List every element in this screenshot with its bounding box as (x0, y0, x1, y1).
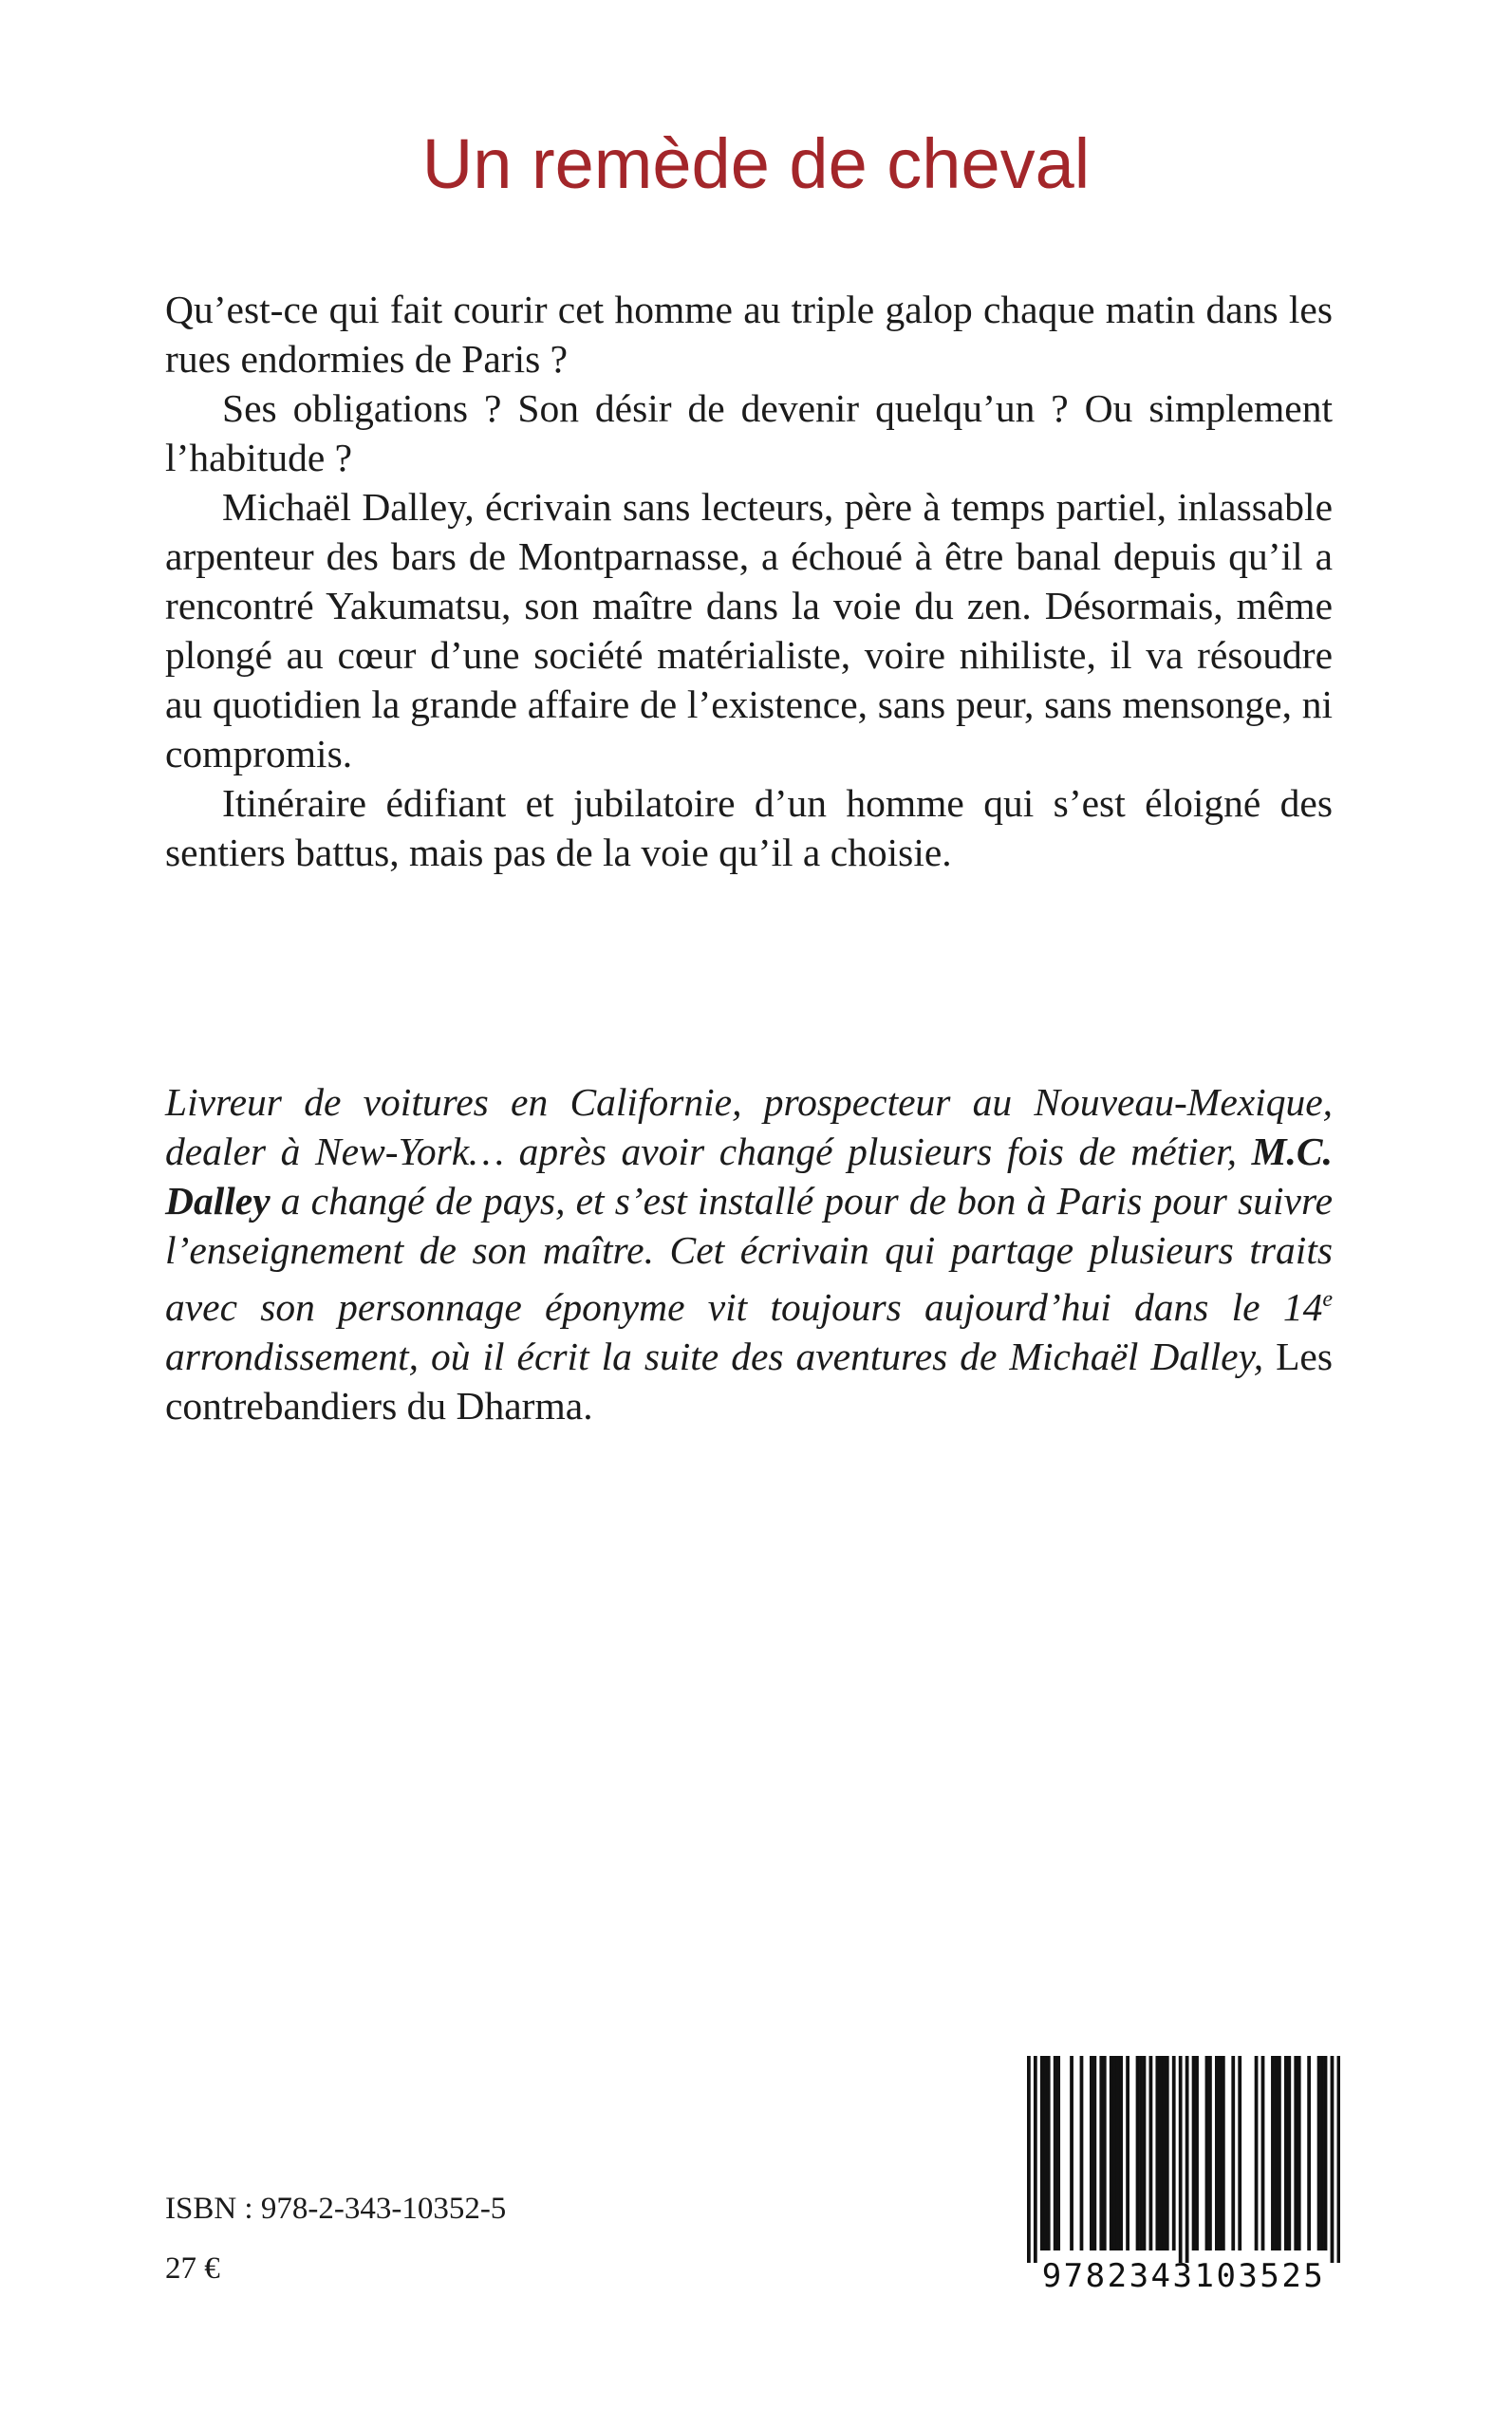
barcode-bar (1043, 2056, 1047, 2250)
synopsis (165, 285, 1333, 877)
barcode-bar (1324, 2056, 1328, 2250)
barcode-bar (1112, 2056, 1116, 2250)
barcode-bar (1126, 2056, 1129, 2250)
barcode-bar (1192, 2056, 1196, 2250)
barcode-bar (1139, 2056, 1143, 2250)
isbn-text: ISBN : 978-2-343-10352-5 (165, 2192, 507, 2226)
author-bio-paragraph (165, 1077, 1333, 1430)
barcode-bar (1208, 2056, 1212, 2250)
barcode-bar (1215, 2056, 1219, 2250)
author-bio-intro: Livreur de voitures en Californie, prospecteur au Nouveau-Mexique, dealer à New-York… après avoir changé plusieurs fois de métier, (165, 1080, 1333, 1173)
barcode-bar (1149, 2056, 1153, 2250)
barcode-bar (1218, 2056, 1222, 2250)
barcode-bar (1090, 2056, 1093, 2250)
barcode-bar (1162, 2056, 1166, 2250)
barcode-bar (1103, 2056, 1107, 2250)
barcode-bar (1172, 2056, 1176, 2250)
ordinal-superscript: e (1322, 1287, 1333, 1312)
barcode-bar (1110, 2056, 1113, 2250)
barcode-bar (1119, 2056, 1123, 2250)
barcode-bar (1116, 2056, 1120, 2250)
synopsis-paragraph: Itinéraire édifiant et jubilatoire d’un homme qui s’est éloigné des sentiers battus, mais pas de la voie qu’il a choisie. (165, 781, 1333, 874)
barcode-bar (1092, 2056, 1096, 2250)
barcode-bar (1056, 2056, 1060, 2250)
barcode-bar (1261, 2056, 1265, 2250)
barcode-bar (1166, 2056, 1169, 2250)
author-bio (165, 1077, 1333, 1430)
barcode-bar (1099, 2056, 1103, 2250)
barcode-bar (1255, 2056, 1259, 2250)
barcode-bar (1080, 2056, 1084, 2250)
sequel-title: Les contrebandiers du Dharma. (165, 1334, 1333, 1428)
synopsis-paragraph: Ses obligations ? Son désir de devenir quelqu’un ? Ou simplement l’habitude ? (165, 386, 1333, 479)
barcode-bar (1195, 2056, 1199, 2250)
barcode-bar (1155, 2056, 1159, 2250)
barcode-bar (1143, 2056, 1147, 2250)
author-name: M.C. Dalley (165, 1130, 1333, 1223)
barcode-bar (1297, 2056, 1301, 2250)
barcode-bar (1331, 2056, 1335, 2263)
barcode-bar (1294, 2056, 1297, 2250)
barcode-bar (1275, 2056, 1279, 2250)
barcode-bar (1278, 2056, 1281, 2250)
synopsis-paragraph: Qu’est-ce qui fait courir cet homme au triple galop chaque matin dans les rues endormies de Paris ? (165, 288, 1333, 381)
barcode-bar (1034, 2056, 1037, 2263)
barcode-bar (1047, 2056, 1051, 2250)
barcode-bar (1337, 2056, 1340, 2263)
barcode-bar (1271, 2056, 1275, 2250)
barcode (1027, 2056, 1340, 2293)
barcode-bar (1320, 2056, 1324, 2250)
barcode-bar (1159, 2056, 1163, 2250)
barcode-bar (1205, 2056, 1209, 2250)
author-bio-body: a changé de pays, et s’est installé pour de bon à Paris pour suivre l’enseignement de son maître. Cet écrivain qui partage plusieurs traits avec son personnage éponyme vit toujours aujourd’hui dans le 14 (165, 1179, 1333, 1329)
price-text: 27 € (165, 2251, 220, 2286)
barcode-bar (1222, 2056, 1225, 2250)
barcode-bar (1027, 2056, 1031, 2263)
barcode-bars (1027, 2056, 1340, 2263)
barcode-bar (1287, 2056, 1291, 2250)
barcode-bar (1040, 2056, 1044, 2250)
barcode-bar (1231, 2056, 1235, 2250)
barcode-bar (1307, 2056, 1311, 2250)
barcode-bar (1317, 2056, 1321, 2250)
barcode-bar (1179, 2056, 1183, 2263)
book-title: Un remède de cheval (421, 124, 1091, 203)
synopsis-paragraph: Michaël Dalley, écrivain sans lecteurs, père à temps partiel, inlassable arpenteur des bars de Montparnasse, a échoué à être banal depuis qu’il a rencontré Yakumatsu, son maître dans la voie du zen. Désormais, même plongé au cœur d’une société matérialiste, voire nihiliste, il va résoudre au quotidien la grande affaire de l’existence, sans peur, sans mensonge, ni compromis. (165, 485, 1333, 775)
author-bio-body-end: arrondissement, où il écrit la suite des aventures de Michaël Dalley, (165, 1334, 1277, 1378)
barcode-bar (1284, 2056, 1288, 2250)
barcode-bar (1054, 2056, 1057, 2250)
barcode-digits: 9782343103525 (1041, 2257, 1326, 2295)
barcode-bar (1238, 2056, 1241, 2250)
barcode-bar (1070, 2056, 1073, 2250)
barcode-bar (1185, 2056, 1189, 2263)
barcode-bar (1136, 2056, 1140, 2250)
